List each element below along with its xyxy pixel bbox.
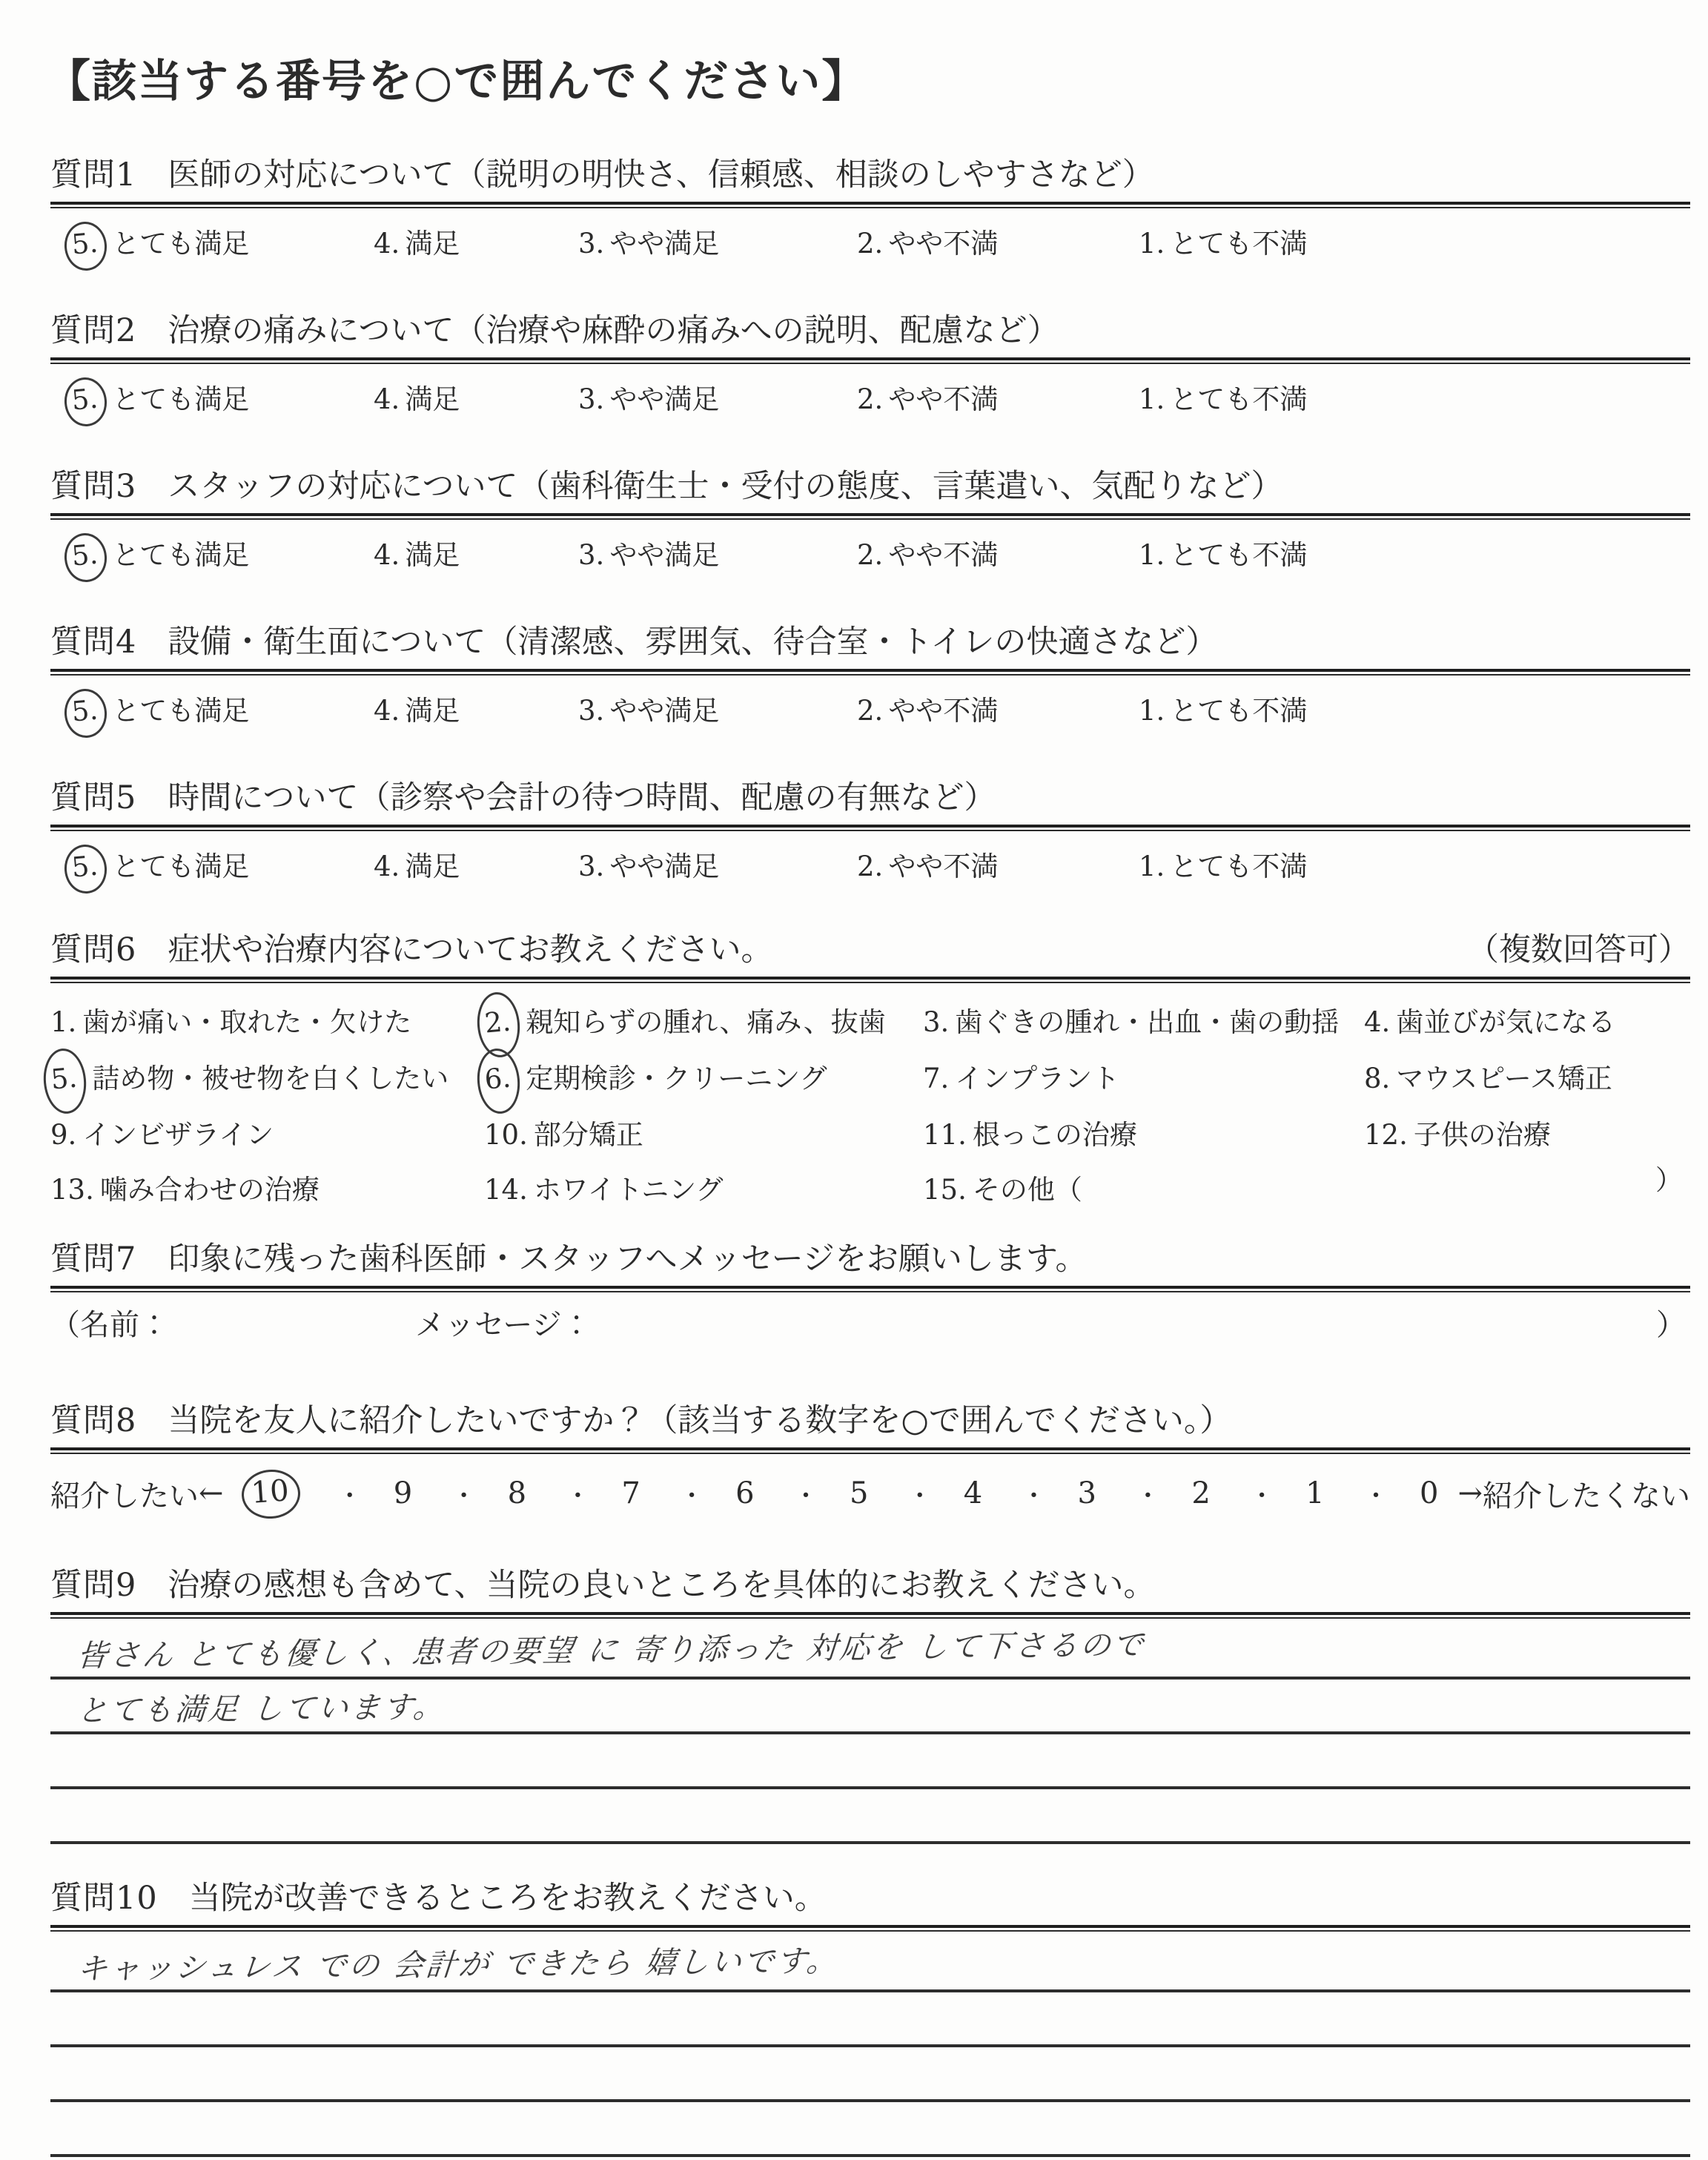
option-label: 歯ぐきの腫れ・出血・歯の動揺 xyxy=(955,1006,1340,1038)
option-label: やや不満 xyxy=(888,695,999,727)
rating-option[interactable] xyxy=(374,848,460,886)
option-number[interactable]: 5. xyxy=(62,687,109,740)
dot-separator: ・ xyxy=(337,1481,363,1511)
symptom-option[interactable] xyxy=(484,1051,923,1108)
symptom-option[interactable] xyxy=(923,995,1364,1051)
option-label: とても満足 xyxy=(112,383,250,415)
page-title: 【該当する番号を○で囲んでください】 xyxy=(46,56,868,108)
rating-option[interactable] xyxy=(578,380,719,419)
option-number[interactable]: 11. xyxy=(923,1119,967,1151)
question-label: 質問4 xyxy=(50,624,137,661)
handwritten-text: 皆さん とても優しく､ 患者の要望 に 寄り添った 対応を して下さるので xyxy=(76,1626,1147,1674)
divider-line xyxy=(50,1447,1690,1454)
question-label: 質問2 xyxy=(50,312,137,349)
option-label: やや満足 xyxy=(609,695,720,727)
option-label: とても不満 xyxy=(1170,539,1308,571)
option-label: 歯が痛い・取れた・欠けた xyxy=(82,1006,412,1038)
question-title: 症状や治療内容についてお教えください。 xyxy=(168,931,773,968)
rating-option[interactable] xyxy=(857,225,998,263)
option-number[interactable]: 5. xyxy=(41,1047,89,1116)
scale-number[interactable]: 5 xyxy=(849,1476,869,1510)
scale-number-item[interactable] xyxy=(1135,1476,1210,1512)
question-6-section xyxy=(50,931,1690,1218)
option-label: 満足 xyxy=(405,539,460,571)
option-number[interactable]: 1. xyxy=(1139,851,1165,882)
scale-number-item[interactable] xyxy=(243,1473,299,1511)
rating-option[interactable] xyxy=(578,692,719,730)
symptom-option[interactable] xyxy=(1364,995,1690,1051)
question-2-heading xyxy=(50,311,1690,350)
option-number[interactable]: 9. xyxy=(50,1119,77,1151)
option-number[interactable]: 3. xyxy=(578,851,605,882)
answer-line[interactable] xyxy=(50,1625,1690,1680)
rating-option[interactable] xyxy=(71,692,249,732)
option-number[interactable]: 1. xyxy=(1139,539,1165,571)
option-label: やや不満 xyxy=(888,539,999,571)
question-title: スタッフの対応について（歯科衛生士・受付の態度、言葉遣い、気配りなど） xyxy=(168,468,1283,505)
rating-option[interactable] xyxy=(1139,380,1307,419)
option-number[interactable]: 1. xyxy=(1139,695,1165,727)
rating-option[interactable] xyxy=(374,380,460,419)
option-label: とても不満 xyxy=(1170,383,1308,415)
option-number[interactable]: 4. xyxy=(374,851,400,882)
option-label: 親知らずの腫れ、痛み、抜歯 xyxy=(526,1006,886,1038)
message-entry-row[interactable] xyxy=(50,1303,1690,1352)
answer-line[interactable] xyxy=(50,2047,1690,2102)
option-number[interactable]: 3. xyxy=(923,1006,950,1038)
option-number[interactable]: 3. xyxy=(578,228,605,260)
option-number[interactable]: 3. xyxy=(578,539,605,571)
answer-line[interactable] xyxy=(50,1992,1690,2047)
rating-option[interactable] xyxy=(857,380,998,419)
option-number[interactable]: 12. xyxy=(1364,1119,1408,1151)
rating-option[interactable] xyxy=(71,536,249,576)
question-7-section xyxy=(50,1240,1690,1352)
question-1-section xyxy=(50,156,1690,275)
option-label: やや不満 xyxy=(888,851,999,882)
question-8-heading xyxy=(50,1401,1690,1440)
scale-number-item[interactable] xyxy=(451,1476,526,1512)
option-number[interactable]: 4. xyxy=(1364,1006,1391,1038)
question-10-heading xyxy=(50,1879,1690,1918)
question-5-section xyxy=(50,779,1690,898)
rating-option[interactable] xyxy=(578,536,719,575)
question-9-heading xyxy=(50,1566,1690,1605)
scale-left-label: 紹介したい xyxy=(50,1479,199,1513)
question-title: 治療の痛みについて（治療や麻酔の痛みへの説明、配慮など） xyxy=(168,312,1059,349)
symptom-option[interactable] xyxy=(1364,1051,1690,1108)
question-5-heading xyxy=(50,779,1690,817)
question-10-section xyxy=(50,1879,1690,2157)
option-label: インプラント xyxy=(955,1063,1120,1094)
option-label: とても不満 xyxy=(1170,228,1308,260)
rating-options-q4 xyxy=(50,686,1690,742)
symptom-option[interactable] xyxy=(50,995,484,1051)
option-number[interactable]: 8. xyxy=(1364,1063,1391,1094)
rating-options-q1 xyxy=(50,219,1690,275)
rating-option[interactable] xyxy=(374,225,460,263)
option-label: 満足 xyxy=(405,695,460,727)
rating-option[interactable] xyxy=(857,536,998,575)
multi-answer-note: （複数回答可） xyxy=(1467,931,1690,968)
dot-separator: ・ xyxy=(451,1481,477,1511)
rating-option[interactable] xyxy=(1139,536,1307,575)
option-label: とても満足 xyxy=(112,228,250,260)
question-8-section xyxy=(50,1401,1690,1521)
option-label: やや満足 xyxy=(609,228,720,260)
scale-number[interactable]: 10 xyxy=(239,1467,301,1520)
rating-options-q2 xyxy=(50,374,1690,431)
rating-option[interactable] xyxy=(578,848,719,886)
answer-line[interactable] xyxy=(50,1734,1690,1789)
answer-line[interactable] xyxy=(50,1938,1690,1992)
option-number[interactable]: 2. xyxy=(857,695,884,727)
scale-number-item[interactable] xyxy=(907,1476,982,1512)
question-title: 印象に残った歯科医師・スタッフへメッセージをお願いします。 xyxy=(168,1241,1088,1278)
question-label: 質問7 xyxy=(50,1241,137,1278)
divider-line xyxy=(50,825,1690,831)
divider-line xyxy=(50,669,1690,676)
rating-option[interactable] xyxy=(1139,225,1307,263)
option-number[interactable]: 2. xyxy=(857,383,884,415)
divider-line xyxy=(50,357,1690,364)
option-label: とても満足 xyxy=(112,851,250,882)
scale-number[interactable]: 0 xyxy=(1419,1476,1439,1510)
divider-line xyxy=(50,977,1690,983)
question-title: 当院を友人に紹介したいですか？（該当する数字を○で囲んでください。） xyxy=(168,1402,1232,1439)
option-label: 満足 xyxy=(405,383,460,415)
question-title: 時間について（診察や会計の待つ時間、配慮の有無など） xyxy=(168,779,996,816)
scale-number-item[interactable] xyxy=(337,1476,412,1512)
symptom-option[interactable] xyxy=(50,1163,484,1218)
option-number[interactable]: 1. xyxy=(50,1006,77,1038)
answer-line[interactable] xyxy=(50,1789,1690,1844)
option-number[interactable]: 3. xyxy=(578,383,605,415)
question-4-section xyxy=(50,623,1690,742)
question-7-heading xyxy=(50,1240,1690,1278)
dot-separator: ・ xyxy=(1249,1481,1275,1511)
option-label: 子供の治療 xyxy=(1413,1119,1551,1151)
free-answer-area-q9 xyxy=(50,1625,1690,1844)
rating-option[interactable] xyxy=(71,848,249,888)
close-paren: ） xyxy=(1656,1308,1686,1342)
question-6-heading xyxy=(50,931,1690,969)
scale-number[interactable]: 7 xyxy=(621,1476,640,1510)
name-field-label: （名前： xyxy=(50,1308,169,1342)
divider-line xyxy=(50,1925,1690,1932)
scale-number[interactable]: 2 xyxy=(1191,1476,1211,1510)
scale-number[interactable]: 9 xyxy=(393,1476,413,1510)
option-number[interactable]: 2. xyxy=(857,228,884,260)
rating-options-q5 xyxy=(50,842,1690,898)
answer-line[interactable] xyxy=(50,2102,1690,2157)
question-title: 設備・衛生面について（清潔感、雰囲気、待合室・トイレの快適さなど） xyxy=(168,624,1218,661)
scale-right-label: 紹介したくない xyxy=(1483,1479,1690,1513)
question-3-heading xyxy=(50,467,1690,506)
scale-number-item[interactable] xyxy=(1022,1476,1096,1512)
option-label: とても不満 xyxy=(1170,851,1308,882)
option-number[interactable]: 2. xyxy=(857,851,884,882)
dot-separator: ・ xyxy=(792,1481,818,1511)
question-label: 質問8 xyxy=(50,1402,137,1439)
option-number[interactable]: 4. xyxy=(374,695,400,727)
question-label: 質問3 xyxy=(50,468,137,505)
question-1-heading xyxy=(50,156,1690,194)
question-9-section xyxy=(50,1566,1690,1844)
symptom-option[interactable] xyxy=(50,1108,484,1163)
option-label: 歯並びが気になる xyxy=(1396,1006,1616,1038)
rating-option[interactable] xyxy=(857,848,998,886)
rating-option[interactable] xyxy=(374,536,460,575)
dot-separator: ・ xyxy=(1135,1481,1161,1511)
dot-separator: ・ xyxy=(907,1481,933,1511)
dot-separator: ・ xyxy=(565,1481,591,1511)
option-number[interactable]: 5. xyxy=(62,843,109,896)
rating-options-q3 xyxy=(50,530,1690,587)
symptom-option[interactable] xyxy=(923,1163,1364,1218)
option-label: 詰め物・被せ物を白くしたい xyxy=(92,1063,449,1094)
handwritten-text: とても満足 しています。 xyxy=(76,1688,448,1728)
symptom-option[interactable] xyxy=(50,1051,484,1108)
scale-number-item[interactable] xyxy=(679,1476,754,1512)
scale-number-item[interactable] xyxy=(793,1476,868,1512)
question-label: 質問6 xyxy=(50,931,137,968)
scale-number-item[interactable] xyxy=(1249,1476,1324,1512)
symptom-option[interactable] xyxy=(1364,1108,1690,1163)
option-number[interactable]: 1. xyxy=(1139,228,1165,260)
option-number[interactable]: 2. xyxy=(474,991,523,1060)
right-arrow-icon: → xyxy=(1457,1476,1483,1510)
rating-option[interactable] xyxy=(71,225,249,265)
option-label: 部分矯正 xyxy=(533,1119,643,1151)
option-number[interactable]: 1. xyxy=(1139,383,1165,415)
question-3-section xyxy=(50,467,1690,587)
dot-separator: ・ xyxy=(1363,1481,1388,1511)
rating-option[interactable] xyxy=(578,225,719,263)
handwritten-text: キャッシュレス での 会計が できたら 嬉しいです。 xyxy=(76,1943,841,1986)
scale-number[interactable]: 3 xyxy=(1077,1476,1096,1510)
divider-line xyxy=(50,1612,1690,1619)
other-close-paren: ） xyxy=(1655,1164,1683,1196)
left-arrow-icon: ← xyxy=(199,1476,224,1510)
option-number[interactable]: 5. xyxy=(62,376,109,429)
message-field-label: メッセージ： xyxy=(415,1308,592,1342)
question-label: 質問9 xyxy=(50,1567,137,1604)
option-number[interactable]: 4. xyxy=(374,539,400,571)
symptom-option[interactable] xyxy=(484,1108,923,1163)
rating-option[interactable] xyxy=(374,692,460,730)
question-title: 当院が改善できるところをお教えください。 xyxy=(188,1880,827,1917)
option-label: ホワイトニング xyxy=(533,1174,724,1206)
dot-separator: ・ xyxy=(679,1481,705,1511)
symptom-option[interactable] xyxy=(484,995,923,1051)
scale-numbers xyxy=(243,1473,1439,1512)
answer-line[interactable] xyxy=(50,1680,1690,1734)
question-label: 質問5 xyxy=(50,779,137,816)
question-2-section xyxy=(50,311,1690,431)
option-label: マウスピース矯正 xyxy=(1396,1063,1612,1094)
dot-separator: ・ xyxy=(1021,1481,1047,1511)
option-number[interactable]: 7. xyxy=(923,1063,950,1094)
option-label: 根っこの治療 xyxy=(972,1119,1137,1151)
option-number[interactable]: 5. xyxy=(62,532,109,584)
option-label: やや不満 xyxy=(888,228,999,260)
symptom-option[interactable] xyxy=(923,1108,1364,1163)
divider-line xyxy=(50,202,1690,208)
option-label: とても満足 xyxy=(112,695,250,727)
option-label: やや満足 xyxy=(609,383,720,415)
symptom-option[interactable] xyxy=(923,1051,1364,1108)
option-number[interactable]: 13. xyxy=(50,1174,94,1206)
scale-number[interactable]: 6 xyxy=(735,1476,755,1510)
option-number[interactable]: 4. xyxy=(374,383,400,415)
option-label: その他（ xyxy=(972,1174,1082,1206)
option-label: とても不満 xyxy=(1170,695,1308,727)
option-number[interactable]: 5. xyxy=(62,220,109,273)
free-answer-area-q10 xyxy=(50,1938,1690,2157)
scale-number[interactable]: 4 xyxy=(963,1476,983,1510)
option-label: やや満足 xyxy=(609,851,720,882)
option-label: 満足 xyxy=(405,851,460,882)
divider-line xyxy=(50,1286,1690,1292)
symptom-option[interactable] xyxy=(484,1163,923,1218)
rating-option[interactable] xyxy=(857,692,998,730)
option-label: 定期検診・クリーニング xyxy=(526,1063,827,1094)
option-number[interactable]: 6. xyxy=(474,1047,523,1116)
option-label: 噛み合わせの治療 xyxy=(99,1174,320,1206)
option-number[interactable]: 10. xyxy=(484,1119,528,1151)
option-label: やや満足 xyxy=(609,539,720,571)
option-label: 満足 xyxy=(405,228,460,260)
option-label: インビザライン xyxy=(82,1119,274,1151)
question-title: 医師の対応について（説明の明快さ、信頼感、相談のしやすさなど） xyxy=(168,156,1154,194)
option-number[interactable]: 15. xyxy=(923,1174,967,1206)
option-number[interactable]: 14. xyxy=(484,1174,528,1206)
rating-option[interactable] xyxy=(71,380,249,420)
option-label: やや不満 xyxy=(888,383,999,415)
rating-option[interactable] xyxy=(1139,848,1307,886)
scale-number[interactable]: 1 xyxy=(1305,1476,1325,1510)
option-number[interactable]: 2. xyxy=(857,539,884,571)
question-label: 質問10 xyxy=(50,1880,158,1917)
option-number[interactable]: 4. xyxy=(374,228,400,260)
scale-number[interactable]: 8 xyxy=(507,1476,527,1510)
option-label: とても満足 xyxy=(112,539,250,571)
scale-number-item[interactable] xyxy=(1363,1476,1438,1512)
divider-line xyxy=(50,513,1690,520)
option-number[interactable]: 3. xyxy=(578,695,605,727)
recommend-scale xyxy=(50,1466,1690,1521)
question-label: 質問1 xyxy=(50,156,137,194)
question-title: 治療の感想も含めて、当院の良いところを具体的にお教えください。 xyxy=(168,1567,1156,1604)
rating-option[interactable] xyxy=(1139,692,1307,730)
question-4-heading xyxy=(50,623,1690,661)
scale-number-item[interactable] xyxy=(565,1476,640,1512)
symptom-options xyxy=(50,995,1690,1218)
